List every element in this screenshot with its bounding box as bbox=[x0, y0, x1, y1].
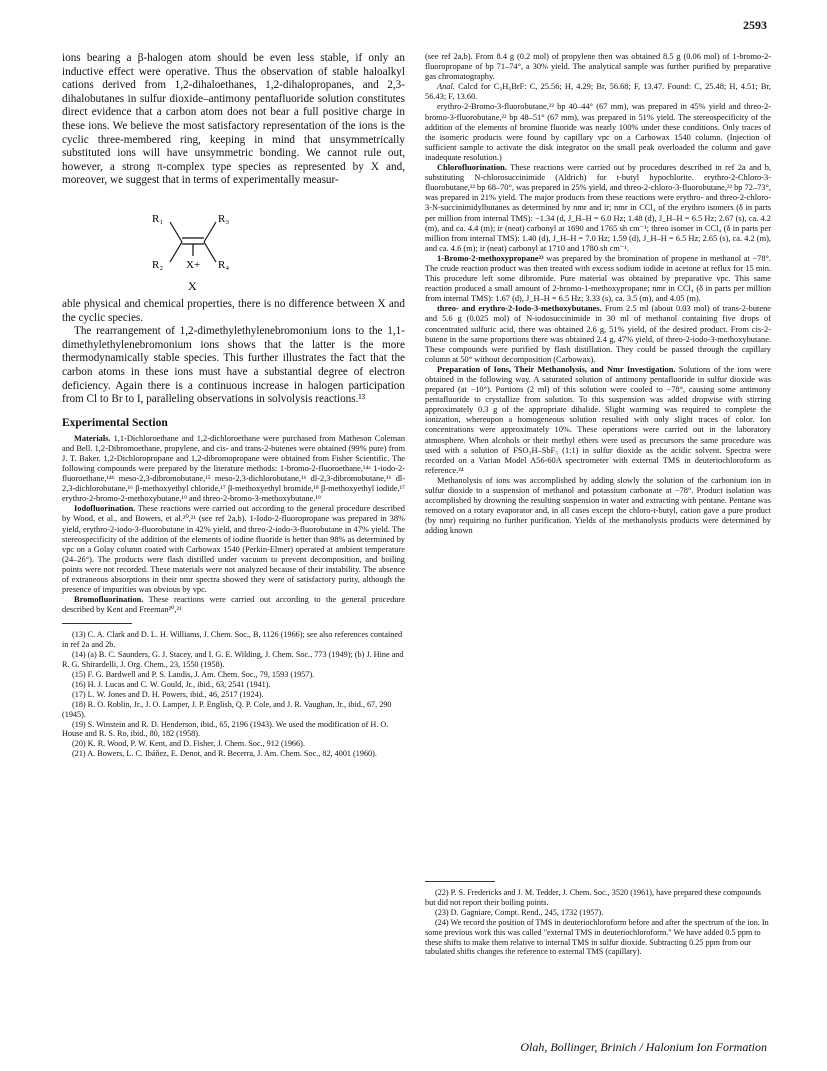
run-in-heading: Iodofluorination. bbox=[74, 504, 136, 514]
body-paragraph: Methanolysis of ions was accomplished by adding slowly the solution of the carbonium ion in sulfur dioxide to a suspension of methanol and potassium carbonate at −78°. Product isolation was accomplished by drowning the resulting suspension in water and extracting with pentane. Pentane was removed on a rotary evaporator and, in all cases except the chloro-t-butyl, cation gave a pure product (by nmr) requiring no further purification. Yields of the methanolysis products were determined by adding known bbox=[425, 475, 771, 536]
running-footer: Olah, Bollinger, Brinich / Halonium Ion Formation bbox=[520, 1040, 767, 1054]
right-column bbox=[425, 52, 771, 537]
r2-label: R₂ bbox=[152, 258, 164, 271]
references-left bbox=[62, 630, 405, 759]
reference-item: (21) A. Bowers, L. C. Ibáñez, E. Denot, and R. Becerra, J. Am. Chem. Soc., 82, 4001 (1960). bbox=[72, 749, 377, 759]
body-paragraph: erythro-2-Bromo-3-fluorobutane,²² bp 40–44° (67 mm), was prepared in 45% yield and threo-2-bromo-3-fluorobutane,²² bp 48–51° (67 mm), was prepared in 51% yield. The stereospecificity of the addition of the elements of bromine fluoride was nearly 100% under these conditions. Only traces of the isomeric products were found by capillary vpc on a Carbowax 1540 column. (Injection of sufficient sample to activate the disk integrator on the small peak overloaded the column and gave inadequate resolution.) bbox=[425, 102, 771, 162]
structure-diagram bbox=[62, 194, 405, 294]
paragraph-text: Calcd for C₃H₆BrF: C, 25.56; H, 4.29; Br, 56.68; F, 13.47. Found: C, 25.48; H, 4.51; Br, 56.43; F, 13.60. bbox=[425, 82, 771, 102]
body-paragraph: The rearrangement of 1,2-dimethylethylenebromonium ions to the 1,1-dimethylethylenebromonium ions shows that the latter is the more thermodynamically stable species. This further illustrates the fact that the carbon atoms in these ions must have a substantial degree of electron deficiency. Again there is a continuous increase in halogen participation from Cl to Br to I, paralleling observations in solvolysis reactions.¹³ bbox=[62, 325, 405, 406]
paragraph-text: 1,1-Dichloroethane and 1,2-dichloroethane were purchased from Matheson Coleman and Bell. 1,2-Dibromoethane, propylene, and cis- and trans-2-butenes were obtained (99% pure) from J. T. Baker. 1,2-Dichloropropane and 1,2-dibromopropane were obtained from Fisher Scientific. The following compounds were prepared by the literature methods: 1-bromo-2-fluoroethane,¹⁴ᵃ 1-iodo-2-fluoroethane,¹⁴ᵇ meso-2,3-dibromobutane,¹⁵ meso-2,3-dichlorobutane,¹⁶ dl-2,3-dibromobutane,¹⁶ dl-2,3-dichlorobutane,¹⁶ β-methoxyethyl chloride,¹⁷ β-methoxyethyl bromide,¹⁸ β-methoxyethyl iodide,¹⁷ erythro-2-bromo-2-methoxybutane,¹⁹ and threo-2-bromo-3-methoxybutane.¹⁹ bbox=[62, 433, 406, 504]
iodomethoxybutane-paragraph bbox=[425, 304, 771, 365]
paragraph-text: These reactions were carried out by procedures described in ref 2a and b, substituting N-chlorosuccinimide (Aldrich) for t-butyl hypochlorite. erythro-2-Chloro-3-fluorobutane,²² bp 68–70°, was prepared in 25% yield, and threo-2-chloro-3-fluorobutane,²² bp 72–73°, was prepared in 21% yield. The major products from these reactions were erythro- and threo-2-chloro-3-N-succinimidylbutanes as determined by nmr and ir; nmr in CCl₄ of the erythro isomers (δ in parts per million from internal TMS): −1.34 (d, J_H–H = 6.0 Hz; 1.48 (d), J_H–H = 6.5 Hz; 2.67 (s), ca. 4.2 (m), and ca. 4.4 (m); ir (neat) carbonyl at 1690 and 1765 sh cm⁻¹; threo isomer in CCl₄ (δ in parts per million from internal TMS): 1.40 (d), J_H–H = 7.0 Hz; 1.59 (d), J_H–H = 6.5 Hz; 2.65 (s), ca. 4.2 (m), and ca. 4.6 (m); ir (neat) carbonyl at 1710 and 1780 sh cm⁻¹. bbox=[425, 163, 771, 253]
body-paragraph: able physical and chemical properties, there is no difference between X and the cyclic species. bbox=[62, 297, 405, 324]
paragraph-text: These reactions were carried out according to the general procedure described by Wood, et al., and Bowers, et al.²⁰,²¹ (see ref 2a,b). 1-Iodo-2-fluoropropane was prepared in 38% yield, erythro-2-iodo-3-fluorobutane in 42% yield, and threo-2-iodo-3-fluorobutane in 47% yield. The stereospecificity of the addition of the elements of iodine fluoride is better than 98% as determined by vpc on a Golay column coated with Carbowax 1540 (Perkin-Elmer) operated at ambient temperature (24–26°). The products were flash distilled under vacuum to prevent decomposition, and boiling points were not recorded. These materials were not analyzed because of their instability. The absence of extraneous absorptions in their nmr spectra showed they were of satisfactory purity, although the presence of impurities was obvious by vpc. bbox=[62, 504, 405, 595]
reference-item: (20) K. R. Wood, P. W. Kent, and D. Fisher, J. Chem. Soc., 912 (1966). bbox=[72, 739, 305, 749]
footnote-divider bbox=[425, 881, 495, 882]
x-plus-label: X+ bbox=[186, 258, 201, 271]
reference-item: (16) H. J. Lucas and C. W. Gould, Jr., ibid., 63, 2541 (1941). bbox=[72, 679, 271, 689]
page-number: 2593 bbox=[743, 18, 767, 32]
section-heading: Experimental Section bbox=[62, 416, 168, 429]
run-in-heading: Bromofluorination. bbox=[74, 595, 144, 605]
r1-label: R₁ bbox=[152, 212, 164, 225]
run-in-heading: Anal. bbox=[437, 82, 455, 92]
paragraph-text: was prepared by the bromination of propene in methanol at −78°. The crude reaction product was then treated with excess sodium iodide in acetone at reflux for 15 min. This procedure left some dibromide. Pure material was obtained by preparative vpc. This same reaction produced a small amount of 2-bromo-1-methoxypropane; nmr in CCl₄ (δ in parts per million from internal TMS): 1.67 (d), J_H–H = 6.5 Hz; 3.33 (s), ca. 3.5 (m), and 4.05 (m). bbox=[425, 253, 772, 304]
reference-item: (23) D. Gagniare, Compt. Rend., 245, 1732 (1957). bbox=[435, 907, 604, 917]
paragraph-text: From 2.5 ml (about 0.03 mol) of trans-2-butene and 5.6 g (0.025 mol) of N-iodosuccinimide in 30 ml of methanol containing five drops of concentrated sulfuric acid, there was obtained 2.6 g, 51% yield, of the desired product. From cis-2-butene in the same proportions there was obtained 2.4 g, 47% yield, of threo-2-iodo-3-methoxybutane. These compounds were purified by flash distillation. They could be passed through the capillary column at 50° without decomposition (Carbowax). bbox=[425, 304, 771, 364]
run-in-heading: Materials. bbox=[74, 433, 111, 443]
analysis-paragraph bbox=[425, 82, 771, 102]
reference-item: (15) F. G. Bardwell and P. S. Landis, J. Am. Chem. Soc., 79, 1593 (1957). bbox=[72, 670, 315, 679]
materials-paragraph bbox=[62, 434, 405, 505]
iodofluorination-paragraph bbox=[62, 504, 405, 595]
structure-label: X bbox=[188, 278, 197, 293]
reference-item: (24) We record the position of TMS in deuteriochloroform before and after the spectrum of the ion. In some previous work this was called "external TMS in deuteriochloroform." We have added 0.5 ppm to these shifts to make them relative to internal TMS in sulfur dioxide. Subtracting 0.25 ppm from our tabulated shifts changes the reference to external TMS (capillary). bbox=[425, 917, 769, 957]
r4-label: R₄ bbox=[218, 258, 230, 271]
ion-preparation-paragraph bbox=[425, 365, 771, 476]
reference-item: (22) P. S. Fredericks and J. M. Tedder, J. Chem. Soc., 3520 (1961), have prepared these compounds but did not report their boiling points. bbox=[425, 888, 761, 907]
chlorofluorination-paragraph bbox=[425, 163, 771, 254]
run-in-heading: 1-Bromo-2-methoxypropane²³ bbox=[437, 253, 544, 263]
body-paragraph: ions bearing a β-halogen atom should be even less stable, if only an inductive effect were operative. Thus the observation of stable haloalkyl cations derived from 1,2-dihaloethanes, 1,2-dihalopropanes, and 2,3-dihalobutanes in sulfur dioxide–antimony pentafluoride solution constitutes direct evidence that a carbon atom does not bear a full positive charge in these ions. We believe the most satisfactory representation of the ions is the cyclic three-membered ring, keeping in mind that unsymmetrically substituted ions will have unsymmetric bonding. We cannot rule out, however, a strong π-complex type species as represented by X and, moreover, we suggest that in terms of experimentally measur- bbox=[62, 52, 405, 187]
reference-item: (18) R. O. Roblin, Jr., J. O. Lamper, J. P. English, Q. P. Cole, and J. R. Vaughan, Jr., ibid., 67, 290 (1945). bbox=[62, 699, 392, 719]
paragraph-text: Solutions of the ions were obtained in the following way. A saturated solution of antimony pentafluoride in sulfur dioxide was prepared (at −10°). Portions (2 ml) of this solution were cooled to −78°, causing some antimony pentafluoride to crystallize from solution. To this suspension was added dropwise with stirring approximately 0.3 g of the appropriate dihalide. Slight warming was required to complete the ionization, whereupon a homogeneous solution resulted with only slight traces of color. Ion concentrations were approximately 10%. These operations were carried out in the laboratory atmosphere. When alcohols or their methyl ethers were used as precursors the same procedure was used with a solution of FSO₃H–SbF₅ (1:1) in sulfur dioxide as the acidic solvent. Spectra were recorded on a Varian Model A56-60A spectrometer with external TMS in deuteriochloroform as reference.²⁴ bbox=[425, 364, 771, 475]
reference-item: (13) C. A. Clark and D. L. H. Williams, J. Chem. Soc., B, 1126 (1966); see also references contained in ref 2a and 2b. bbox=[62, 630, 403, 650]
run-in-heading: Chlorofluorination. bbox=[437, 163, 507, 173]
footnote-divider bbox=[62, 623, 132, 624]
bromofluorination-paragraph bbox=[62, 595, 405, 615]
paragraph-text: These reactions were carried out according to the general procedure described by Kent and Freeman²⁰,²¹ bbox=[62, 595, 405, 615]
reference-item: (19) S. Winstein and R. D. Henderson, ibid., 65, 2196 (1943). We used the modification of H. O. House and R. S. Ro, ibid., 80, 182 (1958). bbox=[62, 719, 389, 739]
reference-item: (14) (a) B. C. Saunders, G. J. Stacey, and I. G. E. Wilding, J. Chem. Soc., 773 (1949); (b) J. Hine and R. G. Shirardelli, J. Org. Chem., 23, 1550 (1958). bbox=[62, 650, 404, 670]
pi-complex-structure bbox=[142, 194, 262, 294]
methoxypropane-paragraph bbox=[425, 254, 771, 304]
body-paragraph: (see ref 2a,b). From 8.4 g (0.2 mol) of propylene then was obtained 8.5 g (0.06 mol) of 1-bromo-2-fluoropropane of bp 71–74°, a 30% yield. The analytical sample was further purified by preparative gas chromatography. bbox=[425, 52, 771, 82]
run-in-heading: threo- and erythro-2-Iodo-3-methoxybutanes. bbox=[437, 304, 602, 314]
reference-item: (17) L. W. Jones and D. H. Powers, ibid., 46, 2517 (1924). bbox=[72, 689, 264, 699]
references-right bbox=[425, 873, 771, 957]
run-in-heading: Preparation of Ions, Their Methanolysis, and Nmr Investigation. bbox=[437, 364, 676, 374]
r3-label: R₃ bbox=[218, 212, 230, 225]
left-column bbox=[62, 52, 405, 759]
